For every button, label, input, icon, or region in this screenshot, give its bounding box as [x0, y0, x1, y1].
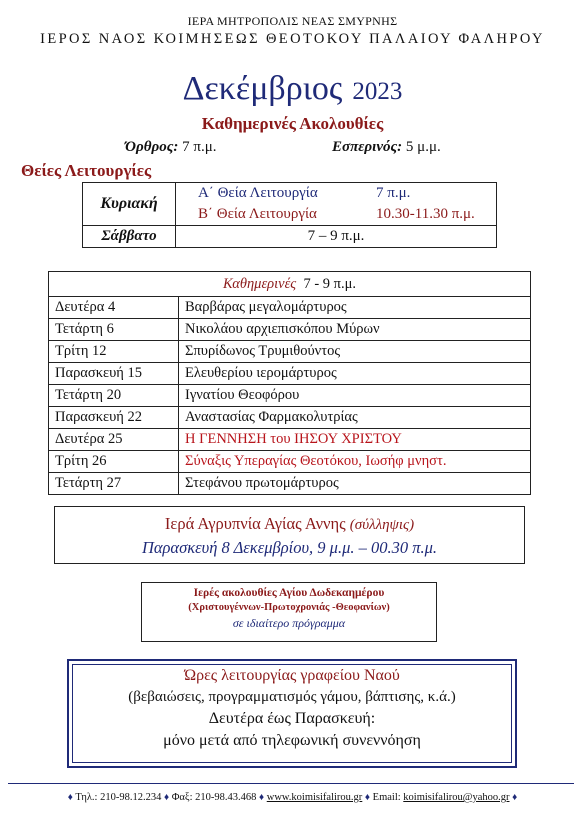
- month-name: Δεκέμβριος: [182, 70, 343, 107]
- dodecaemeron-box: [141, 582, 437, 642]
- weekdays-header-time: 7 - 9 π.μ.: [303, 275, 356, 292]
- day-cell: Τετάρτη 27: [49, 473, 179, 495]
- vigil-box: [54, 506, 525, 564]
- website-link[interactable]: www.koimisifalirou.gr: [266, 792, 363, 803]
- table-row: [49, 407, 531, 429]
- weekdays-table: [48, 271, 531, 495]
- sunday-first-cell: [176, 183, 497, 205]
- table-row: [49, 451, 531, 473]
- feast-cell: Βαρβάρας μεγαλομάρτυρος: [179, 297, 531, 319]
- feast-cell: Ελευθερίου ιερομάρτυρος: [179, 363, 531, 385]
- sunday-row-1: [83, 183, 497, 205]
- table-row: [49, 297, 531, 319]
- dodecaemeron-title: Ιερές ακολουθίες Αγίου Δωδεκαημέρου: [193, 587, 385, 599]
- vigil-when: Παρασκευή 8 Δεκεμβρίου, 9 μ.μ. – 00.30 π.μ.: [141, 538, 438, 557]
- daily-services-title: Καθημερινές Ακολουθίες: [201, 114, 384, 133]
- liturgies-title: Θείες Λειτουργίες: [21, 161, 152, 180]
- footer-divider: [8, 783, 574, 784]
- day-cell: Τετάρτη 20: [49, 385, 179, 407]
- table-row: [49, 341, 531, 363]
- feast-cell: Αναστασίας Φαρμακολυτρίας: [179, 407, 531, 429]
- day-cell: Τρίτη 12: [49, 341, 179, 363]
- page-title: [0, 70, 585, 108]
- orthros-label: Όρθρος:: [125, 139, 179, 155]
- table-row: [49, 429, 531, 451]
- first-liturgy-time: 7 π.μ.: [376, 185, 411, 201]
- day-cell: Δευτέρα 4: [49, 297, 179, 319]
- orthros-time: 7 π.μ.: [182, 139, 217, 155]
- vigil-title-line: [55, 514, 524, 534]
- esperinos-line: [332, 139, 441, 156]
- year: 2023: [352, 78, 403, 105]
- feast-cell: Στεφάνου πρωτομάρτυρος: [179, 473, 531, 495]
- weekdays-header-row: [49, 272, 531, 297]
- day-cell: Παρασκευή 22: [49, 407, 179, 429]
- office-title: Ώρες λειτουργίας γραφείου Ναού: [184, 667, 400, 684]
- weekdays-header-label: Καθημερινές: [222, 275, 297, 292]
- email-link[interactable]: koimisifalirou@yahoo.gr: [403, 792, 510, 803]
- feast-cell: Ιγνατίου Θεοφόρου: [179, 385, 531, 407]
- vigil-title: Ιερά Αγρυπνία Αγίας Αννης: [164, 514, 346, 533]
- vigil-subtitle: (σύλληψις): [349, 517, 415, 533]
- email-label: Email:: [372, 792, 401, 803]
- footer: [0, 792, 585, 803]
- second-liturgy-label: Β΄ Θεία Λειτουργία: [198, 206, 317, 222]
- feast-cell: Σπυρίδωνος Τρυμιθούντος: [179, 341, 531, 363]
- diamond-icon: ♦: [259, 792, 265, 803]
- table-row: [49, 319, 531, 341]
- diamond-icon: ♦: [163, 792, 170, 803]
- dodecaemeron-subtitle: (Χριστουγέννων-Πρωτοχρονιάς -Θεοφανίων): [188, 602, 390, 613]
- metropolis-header: ΙΕΡΑ ΜΗΤΡΟΠΟΛΙΣ ΝΕΑΣ ΣΜΥΡΝΗΣ: [187, 14, 398, 28]
- table-row: [49, 473, 531, 495]
- office-hours-box: [67, 659, 517, 768]
- weekdays-header: [49, 272, 531, 297]
- footer-phone: Τηλ.: 210-98.12.234: [75, 792, 162, 803]
- diamond-icon: ♦: [364, 792, 371, 803]
- feast-cell-christmas: Η ΓΕΝΝΗΣΗ του ΙΗΣΟΥ ΧΡΙΣΤΟΥ: [179, 429, 531, 451]
- day-cell: Τρίτη 26: [49, 451, 179, 473]
- day-cell: Παρασκευή 15: [49, 363, 179, 385]
- sunday-label: Κυριακή: [83, 183, 176, 226]
- day-cell: Τετάρτη 6: [49, 319, 179, 341]
- table-row: [49, 363, 531, 385]
- esperinos-label: Εσπερινός:: [332, 139, 403, 155]
- table-row: [49, 385, 531, 407]
- office-line3: μόνο μετά από τηλεφωνική συνεννόηση: [163, 732, 421, 749]
- footer-fax: Φαξ: 210-98.43.468: [171, 792, 257, 803]
- office-line1: (βεβαιώσεις, προγραμματισμός γάμου, βάπτισης, κ.ά.): [128, 689, 456, 705]
- sunday-second-cell: [176, 204, 497, 226]
- office-line2: Δευτέρα έως Παρασκευή:: [208, 710, 376, 727]
- dodecaemeron-note: σε ιδιαίτερο πρόγραμμα: [232, 616, 346, 630]
- liturgies-table: [82, 182, 497, 248]
- feast-cell-synaxis: Σύναξις Υπεραγίας Θεοτόκου, Ιωσήφ μνηστ.: [179, 451, 531, 473]
- diamond-icon: ♦: [512, 792, 518, 803]
- diamond-icon: ♦: [67, 792, 73, 803]
- first-liturgy-label: Α΄ Θεία Λειτουργία: [198, 185, 318, 201]
- day-cell: Δευτέρα 25: [49, 429, 179, 451]
- saturday-row: [83, 226, 497, 248]
- saturday-time: 7 – 9 π.μ.: [176, 226, 497, 248]
- esperinos-time: 5 μ.μ.: [405, 139, 441, 155]
- saturday-label: Σάββατο: [83, 226, 176, 248]
- second-liturgy-time: 10.30-11.30 π.μ.: [376, 206, 475, 222]
- church-header: ΙΕΡΟΣ ΝΑΟΣ ΚΟΙΜΗΣΕΩΣ ΘΕΟΤΟΚΟΥ ΠΑΛΑΙΟΥ ΦΑΛΗΡΟΥ: [40, 31, 545, 47]
- feast-cell: Νικολάου αρχιεπισκόπου Μύρων: [179, 319, 531, 341]
- orthros-line: [125, 139, 217, 156]
